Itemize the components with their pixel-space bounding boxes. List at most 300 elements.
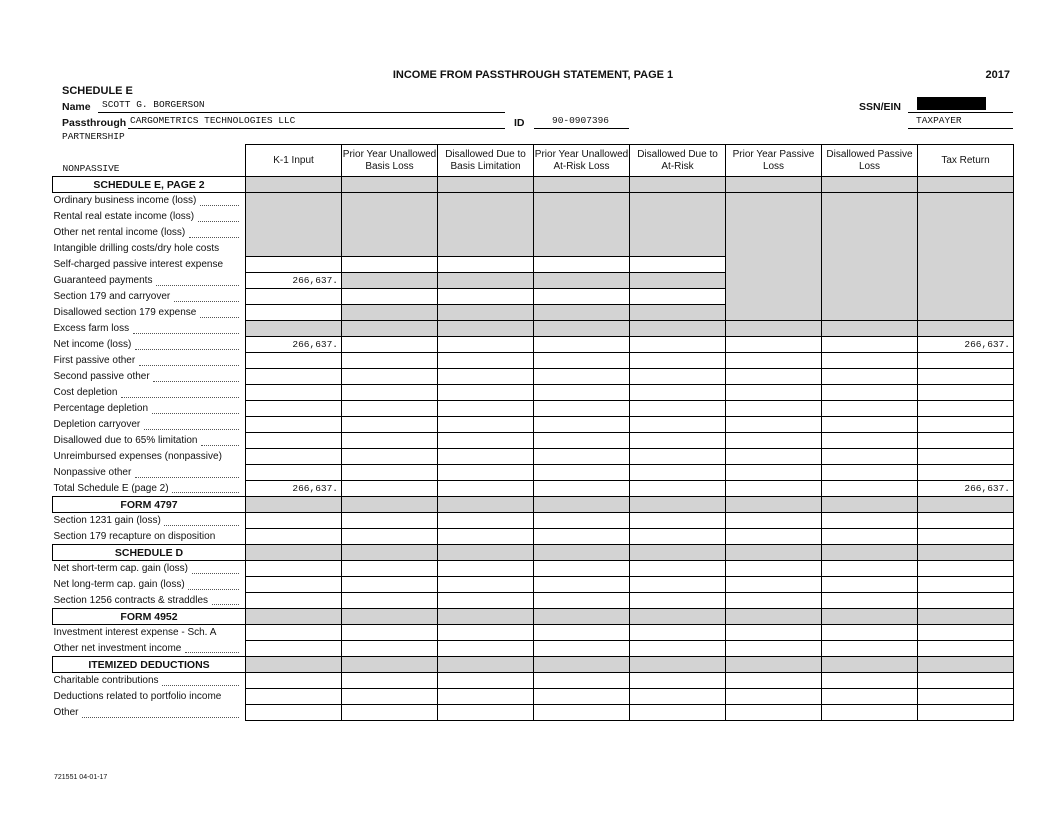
value-cell[interactable] <box>534 465 630 481</box>
value-cell[interactable] <box>534 529 630 545</box>
value-cell[interactable] <box>630 369 726 385</box>
value-cell[interactable] <box>918 401 1014 417</box>
leader-dots <box>135 349 240 350</box>
row-label <box>53 689 246 705</box>
table-row <box>53 209 1014 225</box>
value-cell[interactable] <box>438 513 534 529</box>
shaded-cell <box>438 225 534 241</box>
value-cell[interactable] <box>918 641 1014 657</box>
value-cell[interactable] <box>342 449 438 465</box>
row-label-text: Other <box>53 707 79 718</box>
value-cell[interactable] <box>246 577 342 593</box>
section-shaded-cell <box>822 497 918 513</box>
value-cell[interactable] <box>822 641 918 657</box>
shaded-cell <box>630 225 726 241</box>
value-cell[interactable] <box>246 641 342 657</box>
value-cell[interactable] <box>342 353 438 369</box>
value-cell[interactable] <box>726 449 822 465</box>
value-cell[interactable] <box>630 513 726 529</box>
value-cell[interactable] <box>726 529 822 545</box>
value-cell[interactable] <box>822 561 918 577</box>
value-cell[interactable] <box>918 513 1014 529</box>
row-label <box>53 401 246 417</box>
value-cell[interactable] <box>342 257 438 273</box>
value-cell[interactable] <box>246 417 342 433</box>
value-cell[interactable] <box>534 641 630 657</box>
value-cell[interactable] <box>918 577 1014 593</box>
table-row <box>53 385 1014 401</box>
value-cell[interactable] <box>630 625 726 641</box>
value-cell[interactable]: 266,637. <box>918 481 1014 497</box>
value-cell[interactable] <box>438 529 534 545</box>
column-header: K-1 Input <box>246 145 342 177</box>
value-cell[interactable] <box>438 481 534 497</box>
table-row <box>53 577 1014 593</box>
value-cell[interactable] <box>726 385 822 401</box>
value-cell[interactable] <box>822 465 918 481</box>
value-cell[interactable] <box>438 577 534 593</box>
value-cell[interactable] <box>246 305 342 321</box>
value-cell[interactable] <box>918 673 1014 689</box>
section-shaded-cell <box>726 657 822 673</box>
section-shaded-cell <box>438 497 534 513</box>
value-cell[interactable] <box>438 257 534 273</box>
value-cell[interactable] <box>726 401 822 417</box>
row-label-text: Rental real estate income (loss) <box>53 211 195 222</box>
value-cell[interactable] <box>726 369 822 385</box>
value-cell[interactable] <box>630 289 726 305</box>
value-cell[interactable] <box>918 593 1014 609</box>
section-heading: FORM 4797 <box>53 497 246 513</box>
value-cell[interactable] <box>822 625 918 641</box>
value-cell[interactable] <box>630 705 726 721</box>
value-cell[interactable] <box>342 689 438 705</box>
section-row <box>53 657 1014 673</box>
value-cell[interactable]: 266,637. <box>246 273 342 289</box>
value-cell[interactable] <box>246 673 342 689</box>
shaded-cell <box>534 209 630 225</box>
name-label: Name <box>62 101 91 113</box>
leader-dots <box>185 652 240 653</box>
section-shaded-cell <box>630 497 726 513</box>
value-cell[interactable] <box>918 705 1014 721</box>
section-heading: SCHEDULE E, PAGE 2 <box>53 177 246 193</box>
value-cell[interactable] <box>342 337 438 353</box>
value-cell[interactable] <box>342 513 438 529</box>
shaded-cell <box>342 241 438 257</box>
shaded-cell <box>726 257 822 273</box>
value-cell[interactable] <box>726 481 822 497</box>
value-cell[interactable] <box>246 449 342 465</box>
value-cell[interactable] <box>246 529 342 545</box>
value-cell[interactable] <box>342 529 438 545</box>
row-label-text: Net long-term cap. gain (loss) <box>53 579 185 590</box>
section-shaded-cell <box>534 657 630 673</box>
ssn-redacted-box <box>917 97 986 110</box>
shaded-cell <box>822 225 918 241</box>
row-label-text: Section 179 and carryover <box>53 291 171 302</box>
row-label <box>53 417 246 433</box>
row-label-text: First passive other <box>53 355 136 366</box>
value-cell[interactable] <box>534 577 630 593</box>
value-cell[interactable] <box>438 369 534 385</box>
section-row <box>53 497 1014 513</box>
value-cell[interactable] <box>630 673 726 689</box>
shaded-cell <box>630 241 726 257</box>
value-cell[interactable] <box>342 705 438 721</box>
value-cell[interactable] <box>630 257 726 273</box>
value-cell[interactable] <box>246 513 342 529</box>
value-cell[interactable] <box>342 593 438 609</box>
value-cell[interactable] <box>534 625 630 641</box>
value-cell[interactable] <box>822 481 918 497</box>
shaded-cell <box>438 241 534 257</box>
value-cell[interactable] <box>246 353 342 369</box>
value-cell[interactable] <box>822 369 918 385</box>
value-cell[interactable] <box>918 369 1014 385</box>
table-row <box>53 257 1014 273</box>
value-cell[interactable] <box>438 417 534 433</box>
value-cell[interactable] <box>342 385 438 401</box>
value-cell[interactable] <box>438 385 534 401</box>
value-cell[interactable] <box>534 433 630 449</box>
value-cell[interactable]: 266,637. <box>246 337 342 353</box>
value-cell[interactable] <box>246 465 342 481</box>
value-cell[interactable] <box>534 337 630 353</box>
leader-dots <box>133 333 240 334</box>
passthrough-label: Passthrough <box>62 117 127 129</box>
footer-code: 721551 04-01-17 <box>54 774 108 781</box>
value-cell[interactable] <box>246 433 342 449</box>
value-cell[interactable] <box>630 561 726 577</box>
section-row <box>53 609 1014 625</box>
leader-dots <box>200 205 240 206</box>
value-cell[interactable] <box>534 513 630 529</box>
section-shaded-cell <box>822 657 918 673</box>
row-label-text: Second passive other <box>53 371 150 382</box>
leader-dots <box>162 685 240 686</box>
shaded-cell <box>534 225 630 241</box>
value-cell[interactable] <box>438 705 534 721</box>
ssn-label: SSN/EIN <box>859 101 902 113</box>
row-label <box>53 593 246 609</box>
value-cell[interactable] <box>342 401 438 417</box>
table-row <box>53 337 1014 353</box>
passthrough-table <box>52 144 1014 721</box>
value-cell[interactable] <box>438 465 534 481</box>
row-label-text: Section 179 recapture on disposition <box>53 530 216 542</box>
value-cell[interactable] <box>630 481 726 497</box>
value-cell[interactable] <box>438 641 534 657</box>
value-cell[interactable] <box>534 369 630 385</box>
row-label <box>53 625 246 641</box>
value-cell[interactable] <box>822 577 918 593</box>
value-cell[interactable] <box>534 353 630 369</box>
row-label-text: Disallowed section 179 expense <box>53 307 197 318</box>
shaded-cell <box>918 273 1014 289</box>
value-cell[interactable] <box>630 641 726 657</box>
value-cell[interactable] <box>342 289 438 305</box>
value-cell[interactable] <box>438 449 534 465</box>
value-cell[interactable] <box>918 465 1014 481</box>
row-label <box>53 641 246 657</box>
value-cell[interactable] <box>918 449 1014 465</box>
shaded-cell <box>630 209 726 225</box>
column-header: Disallowed Passive Loss <box>822 145 918 177</box>
value-cell[interactable] <box>534 257 630 273</box>
section-row <box>53 177 1014 193</box>
value-cell[interactable]: 266,637. <box>246 481 342 497</box>
shaded-cell <box>726 241 822 257</box>
value-cell[interactable] <box>342 561 438 577</box>
table-row <box>53 513 1014 529</box>
value-cell[interactable] <box>438 593 534 609</box>
row-label-text: Nonpassive other <box>53 467 132 478</box>
table-row <box>53 689 1014 705</box>
leader-dots <box>172 492 240 493</box>
form-title: INCOME FROM PASSTHROUGH STATEMENT, PAGE 1 <box>392 69 674 81</box>
row-label-text: Net short-term cap. gain (loss) <box>53 563 188 575</box>
value-cell[interactable] <box>342 465 438 481</box>
value-cell[interactable] <box>918 689 1014 705</box>
value-cell[interactable] <box>630 385 726 401</box>
table-row <box>53 305 1014 321</box>
section-shaded-cell <box>438 545 534 561</box>
value-cell[interactable] <box>822 689 918 705</box>
section-shaded-cell <box>438 177 534 193</box>
value-cell[interactable] <box>246 369 342 385</box>
value-cell[interactable] <box>630 593 726 609</box>
table-row <box>53 433 1014 449</box>
value-cell[interactable] <box>534 593 630 609</box>
value-cell[interactable] <box>726 593 822 609</box>
value-cell[interactable] <box>726 465 822 481</box>
value-cell[interactable] <box>918 353 1014 369</box>
activity-type: NONPASSIVE <box>62 163 120 174</box>
section-shaded-cell <box>822 177 918 193</box>
value-cell[interactable] <box>630 353 726 369</box>
value-cell[interactable] <box>630 465 726 481</box>
value-cell[interactable] <box>726 641 822 657</box>
value-cell[interactable] <box>726 337 822 353</box>
value-cell[interactable] <box>534 449 630 465</box>
table-row <box>53 529 1014 545</box>
shaded-cell <box>726 225 822 241</box>
section-shaded-cell <box>918 177 1014 193</box>
table-row <box>53 449 1014 465</box>
value-cell[interactable] <box>438 353 534 369</box>
value-cell[interactable] <box>342 369 438 385</box>
value-cell[interactable] <box>342 433 438 449</box>
row-label-text: Unreimbursed expenses (nonpassive) <box>53 451 222 462</box>
value-cell[interactable] <box>630 433 726 449</box>
value-cell[interactable] <box>726 673 822 689</box>
value-cell[interactable] <box>438 561 534 577</box>
shaded-cell <box>342 209 438 225</box>
value-cell[interactable] <box>726 561 822 577</box>
shaded-cell <box>822 273 918 289</box>
value-cell[interactable] <box>342 481 438 497</box>
value-cell[interactable] <box>726 353 822 369</box>
value-cell[interactable] <box>534 385 630 401</box>
row-label <box>53 289 246 305</box>
value-cell[interactable] <box>918 385 1014 401</box>
value-cell[interactable] <box>630 337 726 353</box>
shaded-cell <box>726 273 822 289</box>
value-cell[interactable] <box>822 593 918 609</box>
value-cell[interactable] <box>534 561 630 577</box>
section-shaded-cell <box>342 177 438 193</box>
value-cell[interactable] <box>726 577 822 593</box>
table-row <box>53 705 1014 721</box>
value-cell[interactable] <box>438 625 534 641</box>
value-cell[interactable] <box>438 337 534 353</box>
section-shaded-cell <box>918 657 1014 673</box>
value-cell[interactable] <box>726 513 822 529</box>
value-cell[interactable] <box>246 625 342 641</box>
row-label <box>53 241 246 257</box>
section-shaded-cell <box>822 545 918 561</box>
table-row <box>53 353 1014 369</box>
value-cell[interactable] <box>534 689 630 705</box>
value-cell[interactable] <box>246 561 342 577</box>
table-row <box>53 417 1014 433</box>
leader-dots <box>156 285 240 286</box>
section-shaded-cell <box>342 609 438 625</box>
row-label <box>53 705 246 721</box>
table-row <box>53 241 1014 257</box>
value-cell[interactable] <box>342 641 438 657</box>
section-shaded-cell <box>630 657 726 673</box>
value-cell[interactable] <box>822 417 918 433</box>
shaded-cell <box>534 273 630 289</box>
shaded-cell <box>438 209 534 225</box>
value-cell[interactable] <box>822 673 918 689</box>
section-shaded-cell <box>246 177 342 193</box>
value-cell[interactable] <box>246 385 342 401</box>
value-cell[interactable] <box>246 401 342 417</box>
value-cell[interactable] <box>726 705 822 721</box>
value-cell[interactable] <box>918 417 1014 433</box>
row-label-text: Percentage depletion <box>53 403 149 414</box>
shaded-cell <box>438 305 534 321</box>
value-cell[interactable] <box>534 401 630 417</box>
leader-dots <box>164 525 240 526</box>
section-shaded-cell <box>534 177 630 193</box>
shaded-cell <box>918 193 1014 209</box>
value-cell[interactable] <box>534 417 630 433</box>
value-cell[interactable] <box>726 689 822 705</box>
value-cell[interactable] <box>630 529 726 545</box>
shaded-cell <box>630 305 726 321</box>
value-cell[interactable] <box>918 433 1014 449</box>
value-cell[interactable] <box>342 417 438 433</box>
value-cell[interactable] <box>246 289 342 305</box>
value-cell[interactable] <box>534 705 630 721</box>
value-cell[interactable] <box>246 705 342 721</box>
value-cell[interactable] <box>726 625 822 641</box>
section-shaded-cell <box>918 609 1014 625</box>
shaded-cell <box>726 209 822 225</box>
row-label-text: Intangible drilling costs/dry hole costs <box>53 243 220 254</box>
value-cell[interactable] <box>438 289 534 305</box>
value-cell[interactable] <box>822 529 918 545</box>
value-cell[interactable] <box>822 705 918 721</box>
value-cell[interactable]: 266,637. <box>918 337 1014 353</box>
value-cell[interactable] <box>918 625 1014 641</box>
shaded-cell <box>438 321 534 337</box>
row-label-text: Section 1231 gain (loss) <box>53 515 161 527</box>
row-label <box>53 209 246 225</box>
value-cell[interactable] <box>246 257 342 273</box>
row-label <box>53 481 246 497</box>
value-cell[interactable] <box>438 673 534 689</box>
value-cell[interactable] <box>438 689 534 705</box>
shaded-cell <box>246 193 342 209</box>
row-label-text: Total Schedule E (page 2) <box>53 482 169 494</box>
value-cell[interactable] <box>438 401 534 417</box>
section-shaded-cell <box>342 545 438 561</box>
value-cell[interactable] <box>342 673 438 689</box>
value-cell[interactable] <box>630 689 726 705</box>
value-cell[interactable] <box>822 337 918 353</box>
value-cell[interactable] <box>246 593 342 609</box>
value-cell[interactable] <box>822 449 918 465</box>
value-cell[interactable] <box>534 289 630 305</box>
shaded-cell <box>726 289 822 305</box>
column-header: Prior Year Unallowed At-Risk Loss <box>534 145 630 177</box>
value-cell[interactable] <box>342 625 438 641</box>
row-label-text: Guaranteed payments <box>53 275 153 286</box>
column-header: Tax Return <box>918 145 1014 177</box>
table-row <box>53 481 1014 497</box>
value-cell[interactable] <box>726 417 822 433</box>
value-cell[interactable] <box>822 513 918 529</box>
leader-dots <box>121 397 240 398</box>
value-cell[interactable] <box>726 433 822 449</box>
section-shaded-cell <box>630 609 726 625</box>
shaded-cell <box>822 209 918 225</box>
value-cell[interactable] <box>918 561 1014 577</box>
row-label <box>53 673 246 689</box>
row-label <box>53 465 246 481</box>
value-cell[interactable] <box>918 529 1014 545</box>
value-cell[interactable] <box>822 401 918 417</box>
leader-dots <box>212 604 240 605</box>
row-label-text: Ordinary business income (loss) <box>53 195 197 207</box>
section-shaded-cell <box>726 497 822 513</box>
shaded-cell <box>342 273 438 289</box>
value-cell[interactable] <box>630 449 726 465</box>
row-label-text: Depletion carryover <box>53 419 141 430</box>
row-label <box>53 561 246 577</box>
value-cell[interactable] <box>822 433 918 449</box>
value-cell[interactable] <box>438 433 534 449</box>
value-cell[interactable] <box>630 417 726 433</box>
value-cell[interactable] <box>630 577 726 593</box>
shaded-cell <box>342 193 438 209</box>
value-cell[interactable] <box>534 481 630 497</box>
row-label-text: Investment interest expense - Sch. A <box>53 627 217 639</box>
value-cell[interactable] <box>822 385 918 401</box>
value-cell[interactable] <box>822 353 918 369</box>
section-shaded-cell <box>630 545 726 561</box>
value-cell[interactable] <box>630 401 726 417</box>
value-cell[interactable] <box>534 673 630 689</box>
row-label <box>53 225 246 241</box>
value-cell[interactable] <box>342 577 438 593</box>
value-cell[interactable] <box>246 689 342 705</box>
